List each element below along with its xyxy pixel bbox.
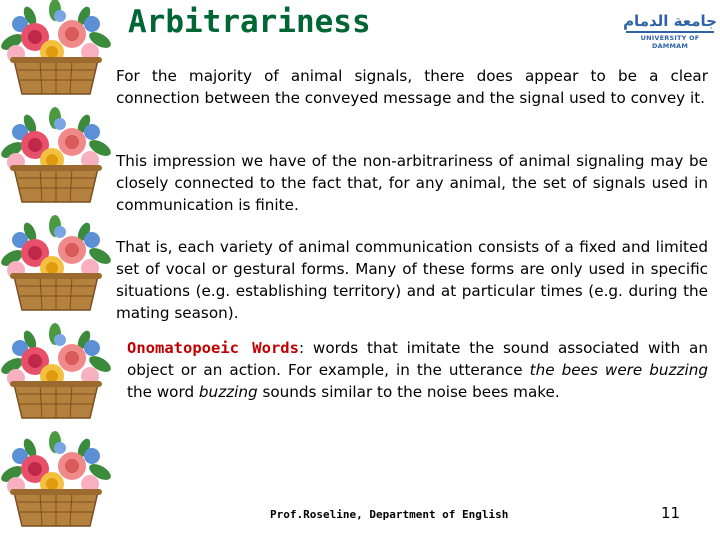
definition-term: Onomatopoeic Words [127,339,299,357]
definition-colon: : [298,339,305,357]
example-word: buzzing [198,383,258,401]
slide-title: Arbitrariness [128,4,371,40]
flower-basket-border [0,0,115,540]
logo-arabic-text: جامعة الدمام [623,12,717,30]
definition-paragraph [127,337,708,403]
paragraph-3: That is, each variety of animal communication consists of a fixed and limited set of vocal or gestural forms. Many of these forms are only used in specific situations (e.g. establishing territory) and at particular times (e.g. during the mating season). [116,238,708,322]
logo-divider [626,31,714,33]
footer-author: Prof.Roseline, Department of English [270,508,509,521]
paragraph-2: This impression we have of the non-arbitrariness of animal signaling may be closely connected to the fact that, for any animal, the set of signals used in communication is finite. [116,152,708,214]
paragraph-1: For the majority of animal signals, there does appear to be a clear connection between the conveyed message and the signal used to convey it. [116,67,708,107]
definition-text-2: the word [127,383,199,401]
university-logo [622,12,718,50]
example-phrase: the bees were buzzing [529,361,708,379]
logo-english-text: UNIVERSITY OF DAMMAM [640,34,700,50]
definition-text-3: sounds similar to the noise bees make. [257,383,560,401]
page-number: 11 [661,504,681,522]
definition-text-1: words that imitate the sound associated with an object or an action. For example, in the utterance [127,339,708,379]
